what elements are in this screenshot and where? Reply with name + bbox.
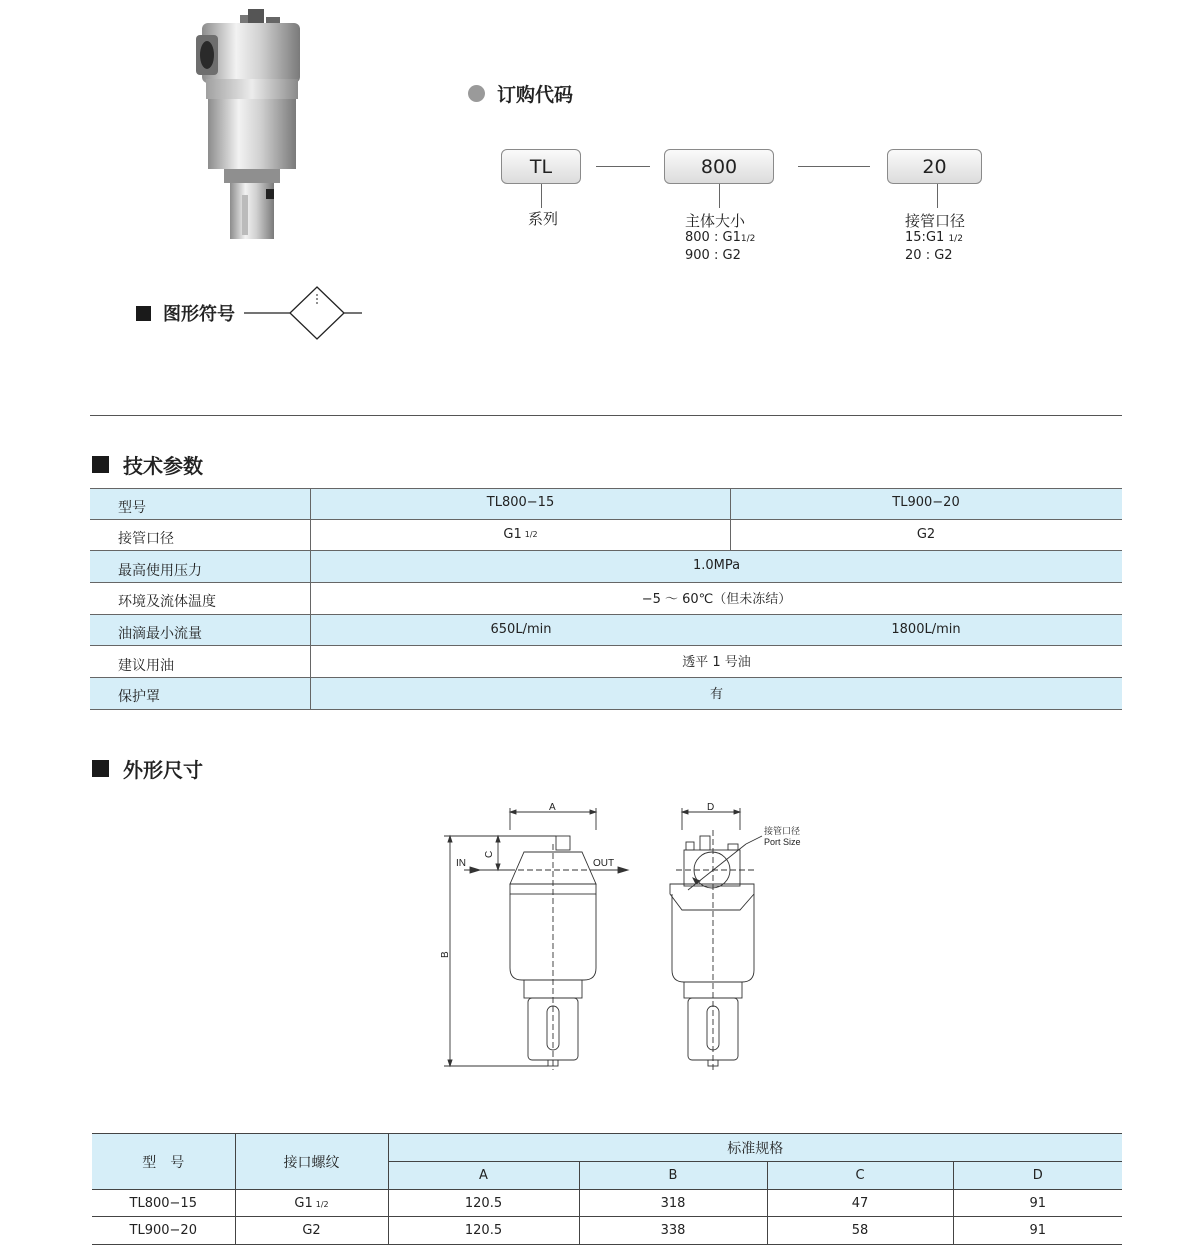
code-box-port: 20 bbox=[887, 149, 982, 184]
order-code-title: 订购代码 bbox=[468, 80, 573, 107]
table-row: 保护罩 有 bbox=[90, 678, 1122, 710]
square-bullet-icon bbox=[136, 306, 151, 321]
size-option: 800 : G11/2 bbox=[685, 230, 756, 245]
code-box-series: TL bbox=[501, 149, 581, 184]
tech-specs-title: 技术参数 bbox=[92, 450, 203, 479]
connector-line bbox=[596, 166, 650, 167]
svg-text:A: A bbox=[549, 802, 556, 813]
product-photo bbox=[190, 5, 310, 245]
svg-text:B: B bbox=[440, 951, 451, 958]
svg-text:C: C bbox=[484, 850, 495, 858]
tech-specs-table bbox=[90, 488, 1122, 710]
table-row: 建议用油 透平 1 号油 bbox=[90, 646, 1122, 678]
tick-line bbox=[541, 184, 542, 208]
dimension-drawing bbox=[436, 800, 801, 1075]
tick-line bbox=[937, 184, 938, 208]
connector-line bbox=[798, 166, 870, 167]
svg-text:Port Size: Port Size bbox=[764, 837, 801, 847]
tick-line bbox=[719, 184, 720, 208]
size-label: 主体大小 bbox=[685, 212, 746, 230]
series-label: 系列 bbox=[528, 210, 559, 228]
dimensions-title: 外形尺寸 bbox=[92, 754, 203, 783]
port-label: 接管口径 bbox=[905, 212, 966, 230]
square-bullet-icon bbox=[92, 760, 109, 777]
table-row: 环境及流体温度 −5 ～ 60℃（但未冻结） bbox=[90, 583, 1122, 615]
table-row: 最高使用压力 1.0MPa bbox=[90, 551, 1122, 583]
size-option: 900 : G2 bbox=[685, 248, 741, 263]
table-row: 油滴最小流量 650L/min 1800L/min bbox=[90, 615, 1122, 647]
table-row: TL900−20 G2 120.5 338 58 91 bbox=[92, 1217, 1122, 1245]
svg-text:OUT: OUT bbox=[593, 858, 615, 869]
symbol-title: 图形符号 bbox=[136, 300, 235, 326]
table-row: 接管口径 G1 1/2 G2 bbox=[90, 520, 1122, 552]
section-divider bbox=[90, 415, 1122, 416]
svg-text:D: D bbox=[707, 802, 715, 813]
port-option: 15:G1 1/2 bbox=[905, 230, 963, 245]
dimensions-table: 型 号 接口螺纹 标准规格 A B C D TL800−15 G1 1/2 120.5 318 47 91 TL900−20 G2 120.5 338 58 91 bbox=[92, 1133, 1122, 1245]
table-row: 型号 TL800−15 TL900−20 bbox=[90, 488, 1122, 520]
code-box-size: 800 bbox=[664, 149, 774, 184]
square-bullet-icon bbox=[92, 456, 109, 473]
svg-text:IN: IN bbox=[456, 858, 466, 869]
bullet-dot-icon bbox=[468, 85, 485, 102]
table-row: TL800−15 G1 1/2 120.5 318 47 91 bbox=[92, 1190, 1122, 1217]
port-option: 20 : G2 bbox=[905, 248, 953, 263]
filter-symbol-icon bbox=[244, 284, 364, 342]
svg-text:接管口径: 接管口径 bbox=[764, 826, 801, 836]
